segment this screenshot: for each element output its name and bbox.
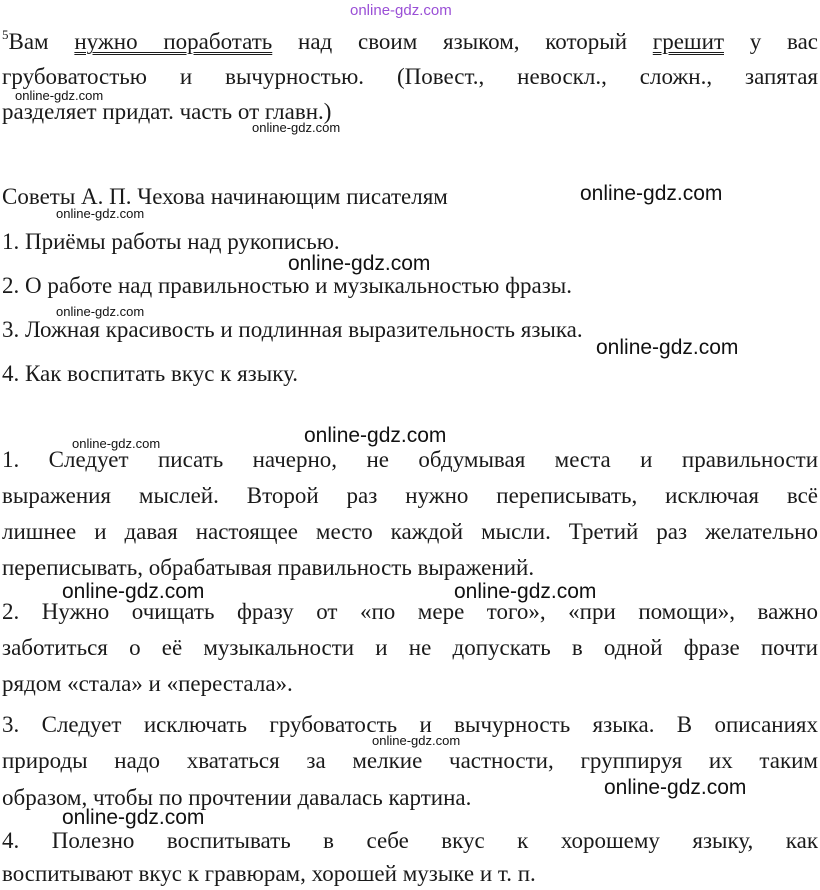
answer-line: заботиться о её музыкальности и не допускать в одной фразе почти — [2, 635, 818, 660]
plan-item: 3. Ложная красивость и подлинная выразительность языка. — [2, 317, 583, 342]
watermark: online-gdz.com — [62, 806, 205, 829]
answer-line: 4. Полезно воспитывать в себе вкус к хорошему языку, как — [2, 828, 818, 853]
footnote-mark: 5 — [2, 27, 9, 42]
watermark: online-gdz.com — [288, 252, 431, 275]
watermark: online-gdz.com — [454, 580, 597, 603]
answer-line: переписывать, обрабатывая правильность выражений. — [2, 555, 535, 580]
answer-line: 3. Следует исключать грубоватость и вычурность языка. В описаниях — [2, 712, 818, 737]
watermark: online-gdz.com — [56, 304, 145, 319]
answer-line: рядом «стала» и «перестала». — [2, 671, 293, 696]
watermark: online-gdz.com — [372, 733, 461, 748]
sentence-line: разделяет придат. часть от главн.) — [2, 99, 332, 124]
answer-line: 1. Следует писать начерно, не обдумывая места и правильности — [2, 447, 818, 472]
plan-item: 4. Как воспитать вкус к языку. — [2, 361, 299, 386]
watermark: online-gdz.com — [62, 580, 205, 603]
answer-line: 2. Нужно очищать фразу от «по мере того», «при помощи», важно — [2, 599, 818, 624]
watermark: online-gdz.com — [56, 206, 145, 221]
predicate-underlined: грешит — [652, 29, 724, 54]
answer-line: природы надо хвататься за мелкие частности, группируя их таким — [2, 748, 818, 773]
sentence-text: над своим языком, который — [298, 29, 628, 54]
watermark: online-gdz.com — [350, 2, 452, 19]
watermark: online-gdz.com — [596, 336, 739, 359]
plan-item: 1. Приёмы работы над рукописью. — [2, 229, 340, 254]
answer-line: образом, чтобы по прочтении давалась картина. — [2, 785, 472, 810]
answer-line: лишнее и давая настоящее место каждой мысли. Третий раз желательно — [2, 519, 818, 544]
sentence-line: грубоватостью и вычурностью. (Повест., невоскл., сложн., запятая — [2, 64, 818, 89]
sentence-line — [2, 28, 818, 56]
answer-line: выражения мыслей. Второй раз нужно переписывать, исключая всё — [2, 483, 818, 508]
answer-line: воспитывают вкус к гравюрам, хорошей музыке и т. п. — [2, 861, 536, 886]
sentence-word: Вам — [8, 29, 49, 54]
predicate-underlined: нужно поработать — [74, 29, 273, 54]
sentence-text: у вас — [749, 29, 819, 54]
watermark: online-gdz.com — [604, 776, 747, 799]
watermark: online-gdz.com — [252, 120, 341, 135]
watermark: online-gdz.com — [15, 88, 104, 103]
watermark: online-gdz.com — [72, 436, 161, 451]
plan-title: Советы А. П. Чехова начинающим писателям — [2, 184, 448, 209]
watermark: online-gdz.com — [304, 424, 447, 447]
plan-item: 2. О работе над правильностью и музыкальностью фразы. — [2, 273, 572, 298]
watermark: online-gdz.com — [580, 182, 723, 205]
